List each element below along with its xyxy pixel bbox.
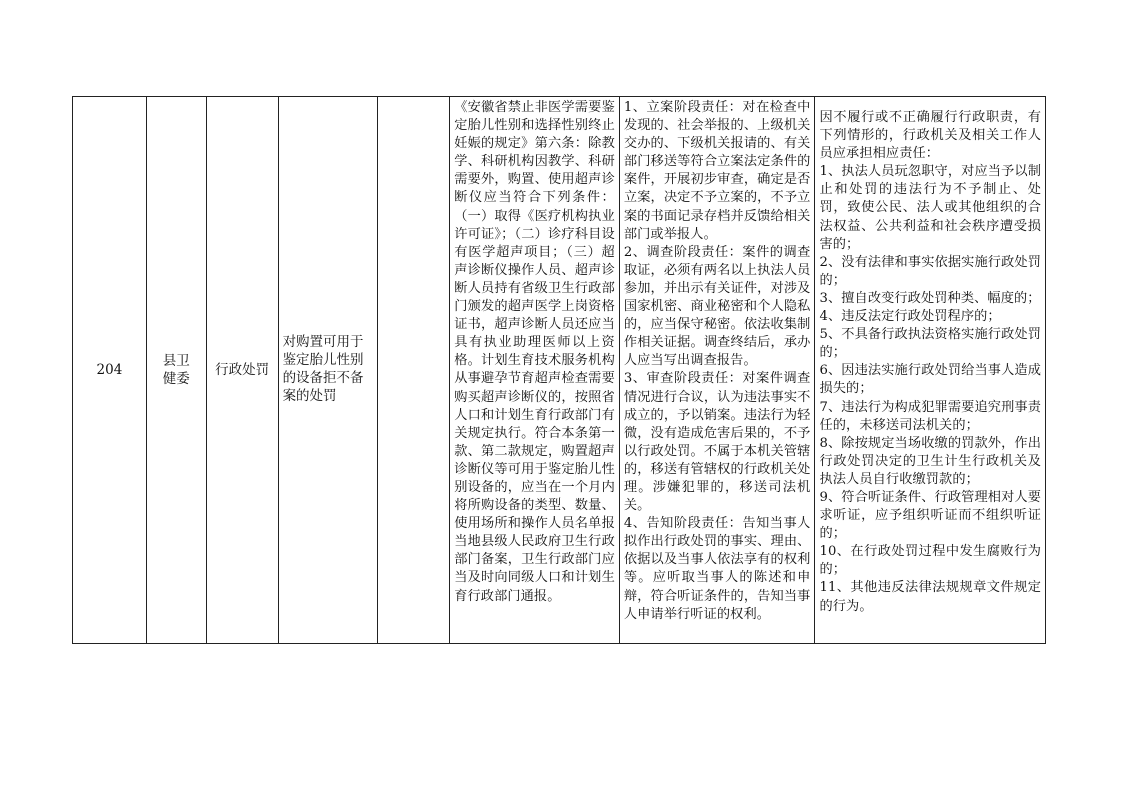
- accountability-item: 4、违反法定行政处罚程序的；: [819, 309, 1001, 325]
- category-label: 行政处罚: [215, 362, 270, 378]
- accountability-item: 1、执法人员玩忽职守，对应当予以制止和处罚的违法行为不予制止、处罚，致使公民、法人或其他组织的合法权益、公共利益和社会秩序遭受损害的；: [819, 164, 1041, 252]
- accountability-item: 3、擅自改变行政处罚种类、幅度的；: [819, 290, 1041, 306]
- accountability-item: 5、不具备行政执法资格实施行政处罚的；: [819, 327, 1041, 361]
- responsibility-item: 1、立案阶段责任：对在检查中发现的、社会举报的、上级机关交办的、下级机关报请的、有关部门移送等符合立案法定条件的案件，开展初步审查，确定是否立案，决定不予立案的，不予立案的书面记录存档并反馈给相关部门或举报人。: [623, 100, 811, 242]
- accountability-item: 7、违法行为构成犯罪需要追究刑事责任的，未移送司法机关的；: [819, 399, 1041, 433]
- responsibility-item: 2、调查阶段责任：案件的调查取证，必须有两名以上执法人员参加，并出示有关证件，对涉及国家机密、商业秘密和个人隐私的，应当保守秘密。依法收集制作相关证据。调查终结后，承办人应当写出调查报告。: [623, 244, 811, 369]
- responsibility-item: 4、告知阶段责任：告知当事人拟作出行政处罚的事实、理由、依据以及当事人依法享有的权利等。应听取当事人的陈述和申辩，符合听证条件的，告知当事人申请举行听证的权利。: [623, 516, 811, 622]
- item-name: 对购置可用于鉴定胎儿性别的设备拒不备案的处罚: [282, 334, 364, 404]
- item-name-cell: [279, 97, 379, 643]
- department-name: 县卫健委: [162, 353, 190, 387]
- accountability-item: 因不履行或不正确履行行政职责，有下列情形的，行政机关及相关工作人员应承担相应责任：: [819, 110, 1041, 162]
- category-cell: [207, 97, 279, 643]
- accountability-item: 6、因违法实施行政处罚给当事人造成损失的；: [819, 363, 1041, 397]
- accountability-item: 2、没有法律和事实依据实施行政处罚的；: [819, 254, 1041, 288]
- legal-basis-cell: [450, 97, 620, 643]
- legal-basis-text: 《安徽省禁止非医学需要鉴定胎儿性别和选择性别终止妊娠的规定》第六条：除教学、科研机构因教学、科研需要外，购置、使用超声诊断仪应当符合下列条件：（一）取得《医疗机构执业许可证》；（二）诊疗科目设有医学超声项目；（三）超声诊断仪操作人员、超声诊断人员持有省级卫生行政部门颁发的超声医学上岗资格证书，超声诊断人员还应当具有执业助理医师以上资格。计划生育技术服务机构从事避孕节育超声检查需要购买超声诊断仪的，按照省人口和计划生育行政部门有关规定执行。符合本条第一款、第二款规定，购置超声诊断仪等可用于鉴定胎儿性别设备的，应当在一个月内将所购设备的类型、数量、使用场所和操作人员名单报当地县级人民政府卫生行政部门备案，卫生行政部门应当及时向同级人口和计划生育行政部门通报。: [454, 100, 615, 604]
- row-number: 204: [96, 362, 123, 378]
- responsibility-item: 3、审查阶段责任：对案件调查情况进行合议，认为违法事实不成立的，予以销案。违法行为轻微，没有造成危害后果的，不予以行政处罚。不属于本机关管辖的，移送有管辖权的行政机关处理。涉嫌犯罪的，移送司法机关。: [623, 371, 811, 514]
- data-table: [72, 96, 1046, 644]
- department-cell: [147, 97, 207, 643]
- accountability-item: 8、除按规定当场收缴的罚款外，作出行政处罚决定的卫生计生行政机关及执法人员自行收缴罚款的；: [819, 435, 1041, 487]
- accountability-cell: [815, 97, 1045, 643]
- row-number-cell: [73, 97, 147, 643]
- accountability-item: 11、其他违反法律法规规章文件规定的行为。: [819, 580, 1041, 614]
- responsibility-cell: [620, 97, 816, 643]
- accountability-item: 9、符合听证条件、行政管理相对人要求听证，应予组织听证而不组织听证的；: [819, 489, 1041, 542]
- accountability-item: 10、在行政处罚过程中发生腐败行为的；: [819, 544, 1041, 578]
- empty-cell: [378, 97, 450, 643]
